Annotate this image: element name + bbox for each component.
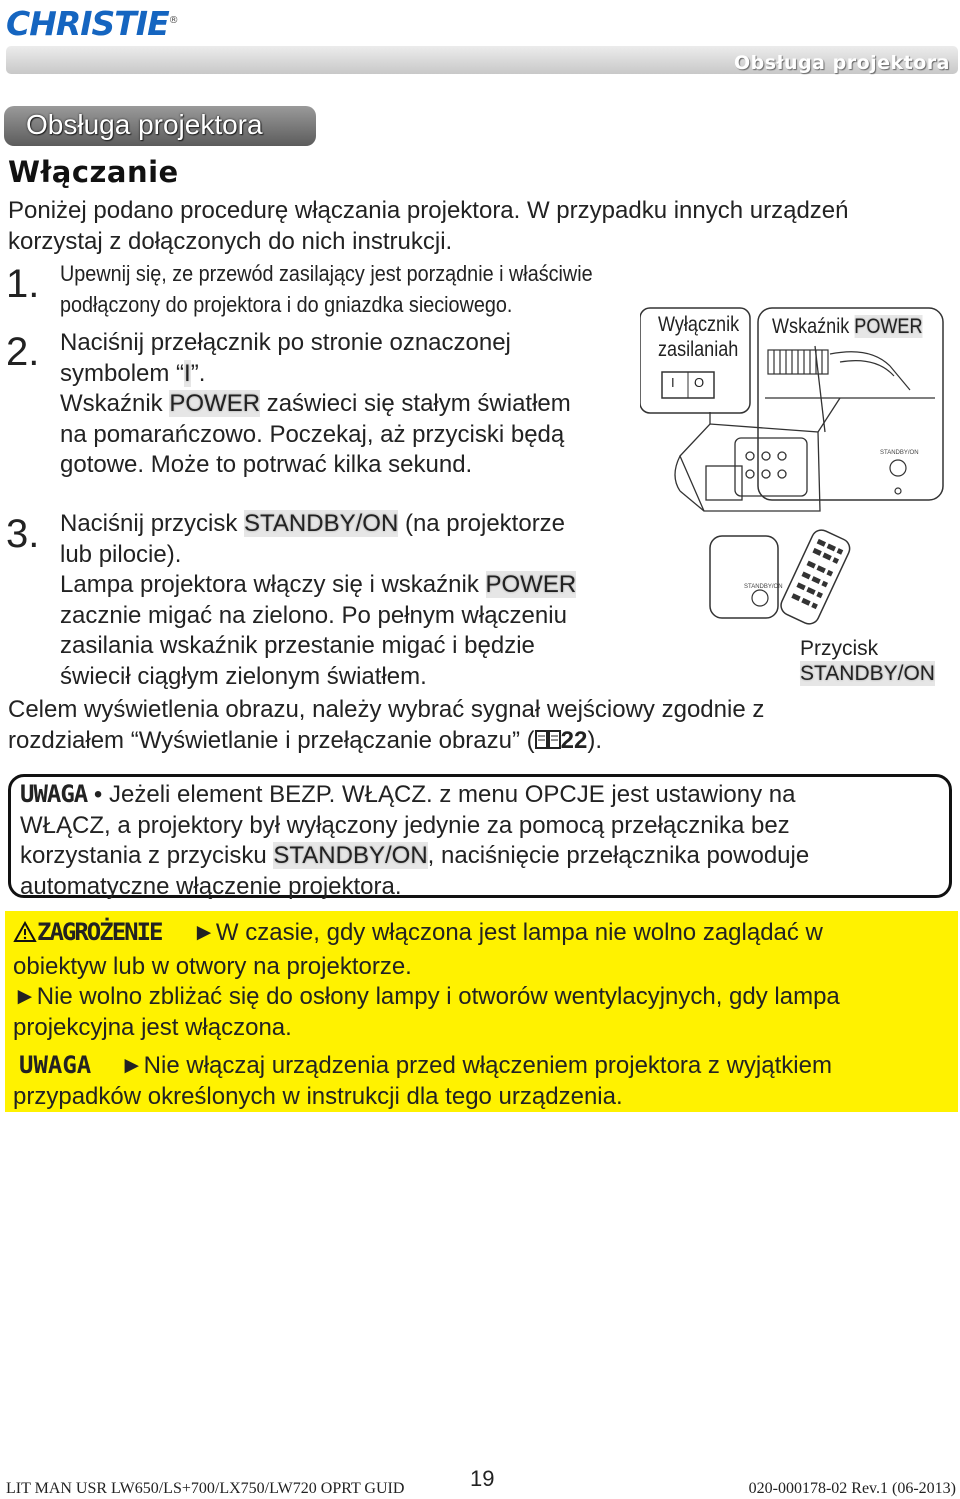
warning-triangle-icon — [13, 921, 37, 952]
outro-paragraph — [8, 695, 908, 759]
switch-symbol-on: I — [184, 359, 191, 387]
warning-line: obiektyw lub w otwory na projektorze. — [13, 952, 412, 980]
step-line: świecił ciągłym zielonym światłem. — [60, 662, 427, 690]
page-number: 19 — [470, 1466, 495, 1491]
step-line: na pomarańczowo. Poczekaj, aż przyciski będą — [60, 420, 565, 448]
step-line: gotowe. Może to potrwać kilka sekund. — [60, 451, 473, 478]
caution-line: UWAGA ►Nie włączaj urządzenia przed włączeniem projektora z wyjątkiem — [19, 1051, 832, 1079]
note-text — [20, 779, 945, 902]
note-line: UWAGA • Jeżeli element BEZP. WŁĄCZ. z menu OPCJE jest ustawiony na — [20, 780, 796, 808]
switch-off-symbol: O — [694, 375, 705, 390]
step-3-number: 3. — [6, 512, 40, 556]
remote-standby-small-label: STANDBY/ON — [744, 584, 783, 590]
step-1-number: 1. — [6, 262, 40, 306]
page-reference[interactable]: 22 — [560, 726, 588, 754]
christie-logo: CHRISTIE® — [6, 4, 178, 43]
standby-small-label: STANDBY/ON — [880, 450, 919, 456]
standby-button-label: STANDBY/ON — [244, 510, 399, 537]
step-line: Naciśnij przycisk STANDBY/ON (na projektorze — [60, 510, 566, 537]
page-heading: Włączanie — [8, 155, 179, 189]
caution-line: przypadków określonych w instrukcji dla tego urządzenia. — [13, 1082, 623, 1110]
footer-right: 020-000178-02 Rev.1 (06-2013) — [748, 1480, 956, 1497]
book-icon — [535, 729, 561, 760]
warning-line: projekcyjna jest włączona. — [13, 1013, 292, 1041]
warning-line: ZAGROŻENIE ►W czasie, gdy włączona jest lampa nie wolno zaglądać w — [13, 917, 953, 952]
section-pill — [4, 106, 316, 146]
note-line: korzystania z przycisku STANDBY/ON, naciśnięcie przełącznika powoduje — [20, 842, 810, 869]
step-line: Wskaźnik POWER zaświeci się stałym światłem — [60, 390, 571, 417]
step-3-text — [60, 509, 700, 692]
intro-line: korzystaj z dołączonych do nich instrukcji. — [8, 227, 453, 255]
step-line: symbolem “I”. — [60, 359, 206, 387]
outro-line: rozdziałem “Wyświetlanie i przełączanie obrazu” ( 22). — [8, 726, 908, 760]
warning-text — [13, 917, 953, 1112]
step-line: lub pilocie). — [60, 540, 182, 568]
remote-figure — [708, 526, 858, 626]
switch-on-symbol: I — [671, 375, 675, 390]
note-line: automatyczne włączenie projektora. — [20, 872, 402, 900]
step-line: Upewnij się, ze przewód zasilający jest porządnie i właściwie — [60, 261, 593, 286]
step-line: zacznie migać na zielono. Po pełnym włączeniu — [60, 601, 567, 629]
power-indicator-label: POWER — [169, 390, 261, 417]
intro-paragraph — [8, 196, 948, 257]
step-line: podłączony do projektora i do gniazdka sieciowego. — [60, 291, 513, 317]
note-tag: UWAGA — [20, 780, 88, 808]
warning-line: ►Nie wolno zbliżać się do osłony lampy i otworów wentylacyjnych, gdy lampa — [13, 983, 840, 1010]
header-section-title: Obsługa projektora — [733, 52, 950, 74]
intro-line: Poniżej podano procedurę włączania projektora. W przypadku innych urządzeń — [8, 197, 849, 224]
projector-figure — [640, 306, 945, 518]
remote-standby-callout: Przycisk STANDBY/ON — [800, 637, 935, 685]
step-line: zasilania wskaźnik przestanie migać i będzie — [60, 632, 535, 659]
step-line: Naciśnij przełącznik po stronie oznaczonej — [60, 329, 511, 356]
section-pill-label: Obsługa projektora — [26, 109, 263, 140]
caution-tag: UWAGA — [19, 1051, 92, 1079]
warning-tag: ZAGROŻENIE — [37, 918, 162, 946]
power-indicator-label: POWER — [485, 571, 577, 598]
remote-illustration — [708, 526, 858, 626]
step-2-text — [60, 328, 640, 481]
switch-label: Wyłącznik zasilaniah — [658, 313, 740, 361]
power-indicator-callout: Wskaźnik POWER — [772, 315, 923, 338]
step-line: Lampa projektora włączy się i wskaźnik POWER — [60, 571, 577, 598]
step-1-text — [60, 259, 654, 320]
note-line: WŁĄCZ, a projektory był wyłączony jedynie za pomocą przełącznika bez — [20, 811, 790, 839]
step-2-number: 2. — [6, 330, 40, 374]
footer-left: LIT MAN USR LW650/LS+700/LX750/LW720 OPRT GUID — [6, 1480, 405, 1497]
outro-line: Celem wyświetlenia obrazu, należy wybrać sygnał wejściowy zgodnie z — [8, 696, 765, 723]
